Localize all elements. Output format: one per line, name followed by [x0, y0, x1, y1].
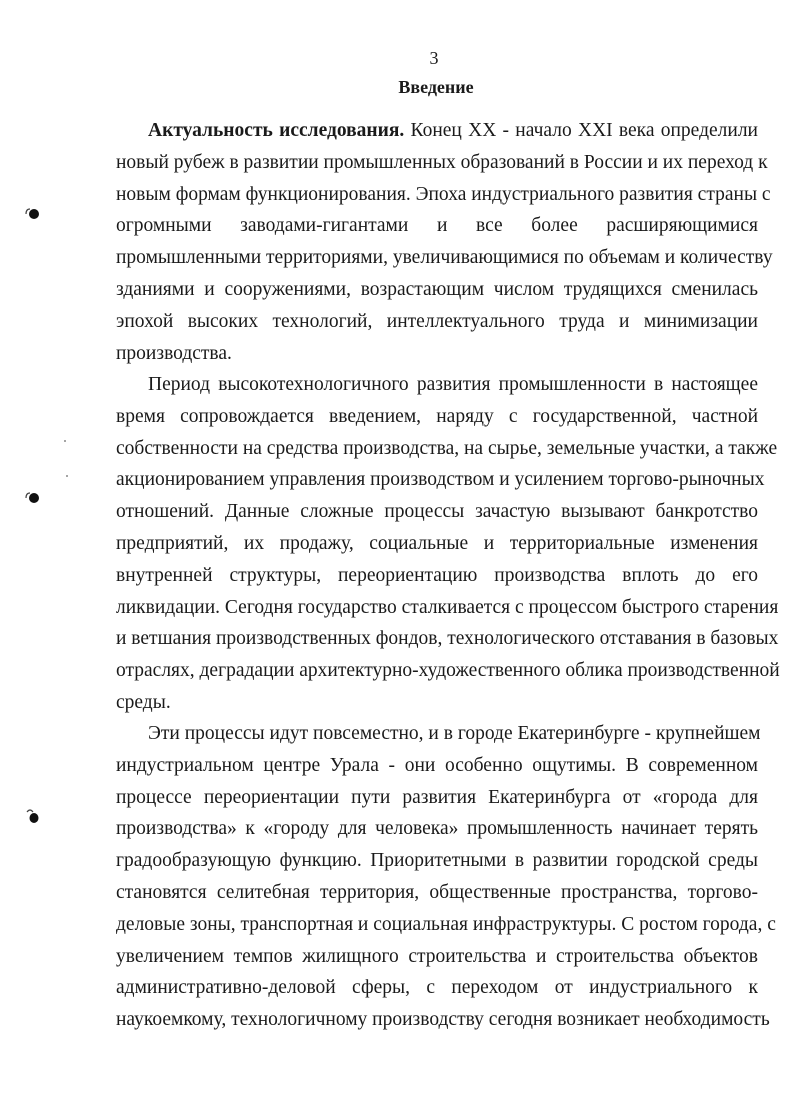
paragraph-2 — [116, 369, 780, 719]
lead-phrase: Актуальность исследования. — [148, 120, 405, 141]
text-line: увеличением темпов жилищного строительства и строительства объектов — [116, 945, 758, 967]
text-line: эпохой высоких технологий, интеллектуального труда и минимизации — [116, 310, 758, 332]
text-line: собственности на средства производства, на сырье, земельные участки, а также — [116, 437, 778, 459]
section-heading: Введение — [398, 77, 474, 97]
text-line: производства. — [116, 342, 232, 364]
text-line: предприятий, их продажу, социальные и территориальные изменения — [116, 532, 758, 554]
text-line: административно-деловой сферы, с переходом от индустриального к — [116, 977, 758, 999]
text-line: градообразующую функцию. Приоритетными в развитии городской среды — [116, 850, 758, 872]
text-line: наукоемкому, технологичному производству сегодня возникает необходимость — [116, 1009, 770, 1031]
text-line: ликвидации. Сегодня государство сталкивается с процессом быстрого старения — [116, 596, 779, 618]
text-line: новым формам функционирования. Эпоха индустриального развития страны с — [116, 183, 771, 205]
text-line: Эти процессы идут повсеместно, и в городе Екатеринбурге - крупнейшем — [148, 723, 761, 744]
text-line: процессе переориентации пути развития Екатеринбурга от «города для — [116, 786, 758, 808]
text-line: среды. — [116, 691, 171, 713]
text-line: время сопровождается введением, наряду с государственной, частной — [116, 405, 758, 427]
binder-hole-mark — [24, 207, 38, 219]
text-line: производства» к «городу для человека» промышленность начинает терять — [116, 818, 758, 840]
text-line: Период высокотехнологичного развития промышленности в настоящее — [148, 374, 758, 395]
text-line: новый рубеж в развитии промышленных образований в России и их переход к — [116, 151, 768, 173]
page-number: 3 — [429, 48, 439, 68]
text-line: огромными заводами-гигантами и все более расширяющимися — [116, 215, 758, 237]
text-line: промышленными территориями, увеличивающимися по объемам и количеству — [116, 247, 773, 269]
text-line: зданиями и сооружениями, возрастающим числом трудящихся сменилась — [116, 278, 758, 300]
scan-speck — [66, 475, 68, 477]
paragraph-3 — [116, 718, 776, 1036]
text-line: и ветшания производственных фондов, технологического отставания в базовых — [116, 628, 779, 650]
binder-hole-mark — [24, 491, 38, 503]
binder-hole-mark — [24, 808, 38, 820]
text-line: Актуальность исследования. Конец XX - начало XXI века определили — [148, 120, 758, 141]
paragraph-1 — [116, 115, 773, 369]
text-line: индустриальном центре Урала - они особенно ощутимы. В современном — [116, 754, 758, 776]
text-line: отношений. Данные сложные процессы зачастую вызывают банкротство — [116, 501, 758, 523]
text-line: становятся селитебная территория, общественные пространства, торгово- — [116, 881, 758, 903]
scan-speck — [64, 440, 66, 442]
text-line: отраслях, деградации архитектурно-художественного облика производственной — [116, 660, 780, 682]
text-line: акционированием управления производством и усилением торгово-рыночных — [116, 469, 765, 491]
text-line: деловые зоны, транспортная и социальная инфраструктуры. С ростом города, с — [116, 913, 776, 935]
text-line: внутренней структуры, переориентацию производства вплоть до его — [116, 564, 758, 586]
